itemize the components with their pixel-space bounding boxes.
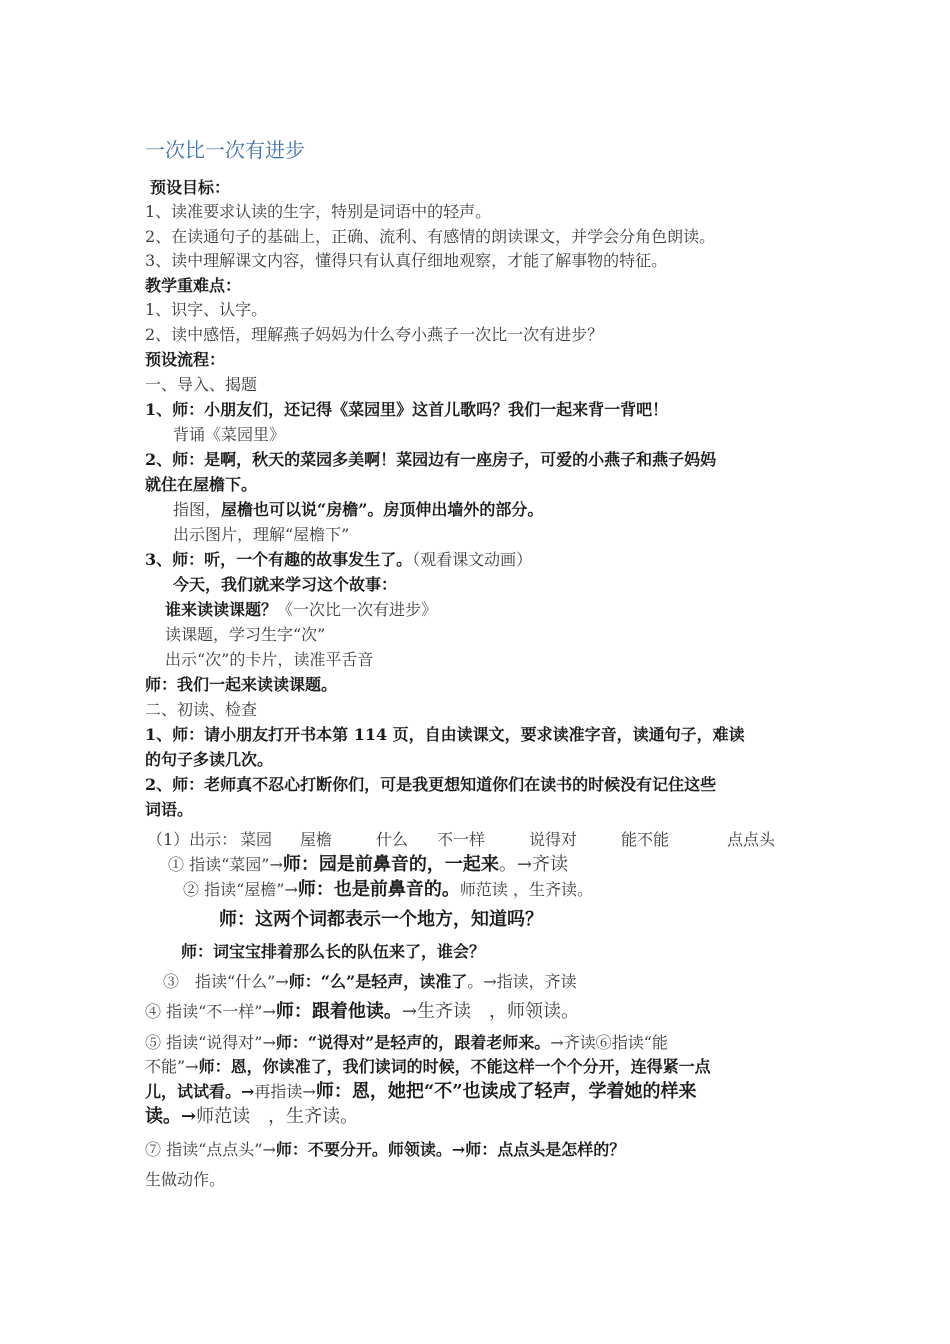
teacher-line: 师：这两个词都表示一个地方，知道吗？	[219, 909, 543, 930]
word-item: 菜园	[240, 830, 273, 849]
practice-text: 师范读 ，生齐读。	[196, 1106, 359, 1127]
teacher-line: 2、师：是啊，秋天的菜园多美啊！菜园边有一座房子，可爱的小燕子和燕子妈妈	[145, 450, 717, 469]
practice-line	[145, 1105, 358, 1129]
practice-text: 师范读 ，生齐读。	[459, 880, 593, 899]
word-list-label: （1）出示：	[147, 830, 238, 849]
teacher-line: 词语。	[145, 800, 194, 819]
practice-text: ⑤ 指读“说得对”→	[145, 1033, 276, 1052]
teacher-text: 师：恩，她把“不”也读成了轻声，学着她的样来	[315, 1081, 697, 1102]
practice-line	[163, 970, 577, 994]
practice-line	[145, 1055, 711, 1079]
document-title: 一次比一次有进步	[145, 138, 305, 162]
word-item: 不一样	[437, 830, 486, 849]
teacher-text: 读。→	[145, 1106, 197, 1127]
teacher-line: 1、师：请小朋友打开书本第 114 页，自由读课文，要求读准字音，读通句子，难读	[145, 725, 745, 744]
activity-text: 指图，	[173, 500, 222, 519]
focus-heading: 教学重难点：	[145, 276, 242, 295]
activity-line: 出示“次”的卡片，读准平舌音	[165, 650, 374, 669]
teacher-line	[145, 548, 532, 572]
practice-text: →生齐读 ，师领读。	[401, 1001, 579, 1022]
teacher-text: 师：“说得对”是轻声的，跟着老师来。	[275, 1033, 551, 1052]
practice-line	[145, 1138, 625, 1162]
teacher-text: 3、师：听，一个有趣的故事发生了。	[145, 550, 413, 569]
section-heading: 一、导入、揭题	[145, 375, 258, 394]
practice-line	[145, 1000, 579, 1024]
teacher-text: 师：跟着他读。	[275, 1001, 402, 1022]
note-text: （观看课文动画）	[412, 550, 533, 569]
activity-line	[173, 498, 543, 522]
practice-line	[183, 878, 593, 902]
activity-line: 背诵《菜园里》	[173, 425, 286, 444]
practice-line	[145, 1080, 697, 1104]
goal-line: 3、读中理解课文内容，懂得只有认真仔细地观察，才能了解事物的特征。	[145, 251, 668, 270]
practice-text: 。→齐读	[498, 854, 568, 875]
teacher-text: 谁来读读课题？	[165, 600, 278, 619]
practice-text: →齐读⑥指读“能	[550, 1033, 668, 1052]
focus-line: 1、识字、认字。	[145, 300, 268, 319]
goal-line: 1、读准要求认读的生字，特别是词语中的轻声。	[145, 202, 492, 221]
flow-heading: 预设流程：	[145, 350, 226, 369]
goal-line: 2、在读通句子的基础上，正确、流利、有感情的朗读课文，并学会分角色朗读。	[145, 227, 716, 246]
teacher-text: 师：“么”是轻声，读准了	[288, 972, 468, 991]
teacher-line: 今天，我们就来学习这个故事：	[173, 575, 398, 594]
practice-text: ④ 指读“不一样”→	[145, 1002, 276, 1021]
word-item: 说得对	[529, 830, 578, 849]
teacher-text: 儿，试试看。→	[145, 1082, 255, 1101]
section-heading: 二、初读、检查	[145, 700, 258, 719]
practice-text: ① 指读“菜园”→	[168, 855, 283, 874]
teacher-text: 师：不要分开。师领读。→师：点点头是怎样的？	[275, 1140, 626, 1159]
teacher-text: 师：也是前鼻音的。	[297, 879, 460, 900]
teacher-line: 2、师：老师真不忍心打断你们，可是我更想知道你们在读书的时候没有记住这些	[145, 775, 717, 794]
practice-line	[145, 1031, 668, 1055]
activity-line: 读课题，学习生字“次”	[165, 625, 326, 644]
practice-text: ② 指读“屋檐”→	[183, 880, 298, 899]
word-item: 能不能	[621, 830, 670, 849]
teacher-line: 1、师：小朋友们，还记得《菜园里》这首儿歌吗？我们一起来背一背吧！	[145, 400, 669, 419]
activity-line: 出示图片，理解“屋檐下”	[173, 525, 350, 544]
word-list	[147, 828, 776, 852]
practice-text: 。→指读，齐读	[467, 972, 577, 991]
practice-line	[168, 853, 568, 877]
teacher-line: 师：词宝宝排着那么长的队伍来了，谁会？	[181, 942, 486, 961]
activity-line: 生做动作。	[145, 1170, 226, 1189]
word-item: 点点头	[727, 830, 776, 849]
practice-text: ⑦ 指读“点点头”→	[145, 1140, 276, 1159]
focus-line: 2、读中感悟，理解燕子妈妈为什么夸小燕子一次比一次有进步？	[145, 325, 604, 344]
title-text: 《一次比一次有进步》	[277, 600, 438, 619]
word-item: 什么	[376, 830, 409, 849]
teacher-line: 的句子多读几次。	[145, 750, 274, 769]
practice-text: ③ 指读“什么”→	[163, 972, 289, 991]
teacher-line	[165, 598, 437, 622]
practice-text: 不能”→	[145, 1057, 199, 1076]
teacher-line: 师：我们一起来读读课题。	[145, 675, 338, 694]
word-item: 屋檐	[300, 830, 333, 849]
teacher-line: 就住在屋檐下。	[145, 475, 258, 494]
teacher-text: 师：园是前鼻音的，一起来	[282, 854, 499, 875]
explanation-text: 屋檐也可以说“房檐”。房顶伸出墙外的部分。	[221, 500, 544, 519]
teacher-text: 师：恩，你读准了，我们读词的时候，不能这样一个个分开，连得紧一点	[198, 1057, 711, 1076]
practice-text: 再指读→	[254, 1082, 316, 1101]
goals-heading: 预设目标：	[150, 178, 231, 197]
